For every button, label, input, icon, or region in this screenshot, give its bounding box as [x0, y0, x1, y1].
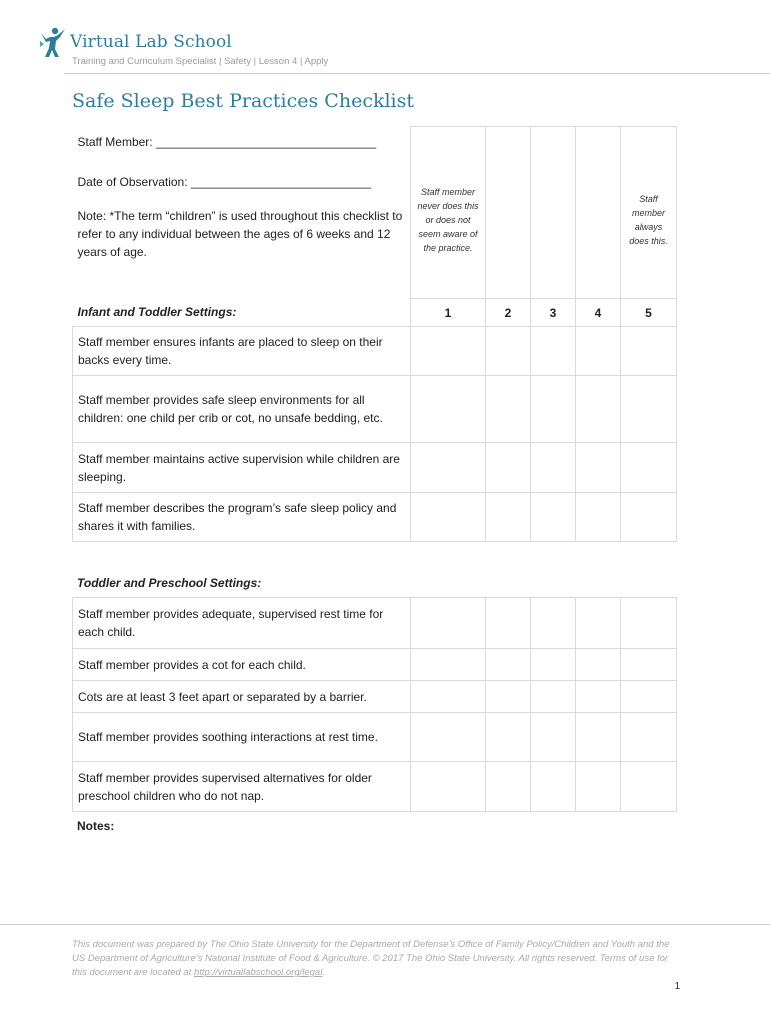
rating-cell-5[interactable]	[621, 713, 677, 762]
rating-cell-5[interactable]	[621, 327, 677, 376]
rating-cell-2[interactable]	[486, 493, 531, 542]
table-row	[73, 327, 677, 376]
rating-cell-2[interactable]	[486, 327, 531, 376]
header-divider	[64, 73, 770, 74]
staff-member-field[interactable]: Staff Member: _________________________________	[77, 134, 377, 149]
rating-cell-1[interactable]	[411, 376, 486, 443]
logo-text: Virtual Lab School	[70, 32, 232, 52]
rating-cell-5[interactable]	[621, 762, 677, 812]
footer-end: .	[322, 967, 325, 978]
page-title: Safe Sleep Best Practices Checklist	[72, 90, 415, 112]
rating-cell-3[interactable]	[531, 598, 576, 649]
footer-text	[72, 938, 682, 980]
rating-cell-2[interactable]	[486, 376, 531, 443]
rating-cell-5[interactable]	[621, 681, 677, 713]
rating-cell-5[interactable]	[621, 598, 677, 649]
section-heading-infant-toddler: Infant and Toddler Settings:	[73, 299, 411, 327]
scale-number-1: 1	[411, 299, 486, 327]
rating-cell-2[interactable]	[486, 713, 531, 762]
checklist-item-text: Staff member maintains active supervision while children are sleeping.	[73, 443, 411, 493]
table-row	[73, 713, 677, 762]
rating-cell-4[interactable]	[576, 493, 621, 542]
footer-divider	[0, 924, 770, 925]
rating-cell-5[interactable]	[621, 376, 677, 443]
rating-cell-2[interactable]	[486, 681, 531, 713]
checklist-item-text: Staff member provides safe sleep environments for all children: one child per crib or cot, no unsafe bedding, etc.	[73, 376, 411, 443]
table-row	[73, 681, 677, 713]
rating-cell-1[interactable]	[411, 762, 486, 812]
rating-cell-4[interactable]	[576, 598, 621, 649]
rating-cell-4[interactable]	[576, 713, 621, 762]
note-text: Note: *The term “children” is used throughout this checklist to refer to any individual between the ages of 6 weeks and 12 years of age.	[77, 208, 403, 259]
checklist-item-text: Staff member provides soothing interactions at rest time.	[73, 713, 411, 762]
rating-cell-5[interactable]	[621, 443, 677, 493]
table-row	[73, 762, 677, 812]
scale-low-label: Staff member never does this or does not seem aware of the practice.	[417, 186, 479, 253]
rating-cell-5[interactable]	[621, 493, 677, 542]
rating-cell-4[interactable]	[576, 376, 621, 443]
toddler-preschool-checklist-table	[72, 597, 677, 812]
logo	[38, 24, 232, 60]
table-row	[73, 598, 677, 649]
legal-link[interactable]: http://virtuallabschool.org/legal	[194, 967, 323, 978]
rating-cell-3[interactable]	[531, 713, 576, 762]
rating-cell-4[interactable]	[576, 762, 621, 812]
rating-cell-3[interactable]	[531, 762, 576, 812]
scale-number-2: 2	[486, 299, 531, 327]
table-row	[73, 493, 677, 542]
scale-cell-4	[576, 127, 621, 299]
table-row	[73, 443, 677, 493]
scale-number-3: 3	[531, 299, 576, 327]
rating-cell-2[interactable]	[486, 762, 531, 812]
rating-cell-3[interactable]	[531, 443, 576, 493]
scale-cell-3	[531, 127, 576, 299]
scale-cell-2	[486, 127, 531, 299]
checklist-item-text: Cots are at least 3 feet apart or separated by a barrier.	[73, 681, 411, 713]
infant-toddler-checklist-table	[72, 126, 677, 542]
rating-cell-4[interactable]	[576, 681, 621, 713]
rating-cell-1[interactable]	[411, 598, 486, 649]
rating-cell-2[interactable]	[486, 443, 531, 493]
rating-cell-3[interactable]	[531, 327, 576, 376]
rating-cell-3[interactable]	[531, 376, 576, 443]
rating-cell-1[interactable]	[411, 443, 486, 493]
scale-low-label-cell	[411, 127, 486, 299]
rating-cell-1[interactable]	[411, 713, 486, 762]
logo-figure-icon	[38, 25, 68, 59]
rating-cell-3[interactable]	[531, 649, 576, 681]
checklist-item-text: Staff member provides a cot for each child.	[73, 649, 411, 681]
date-of-observation-field[interactable]: Date of Observation: ___________________________	[77, 174, 372, 189]
checklist-item-text: Staff member ensures infants are placed to sleep on their backs every time.	[73, 327, 411, 376]
table-row	[73, 376, 677, 443]
page-number: 1	[674, 981, 680, 992]
rating-cell-4[interactable]	[576, 649, 621, 681]
scale-high-label: Staff member always does this.	[629, 193, 668, 246]
rating-cell-4[interactable]	[576, 327, 621, 376]
table-row	[73, 649, 677, 681]
rating-cell-1[interactable]	[411, 649, 486, 681]
rating-cell-3[interactable]	[531, 493, 576, 542]
scale-number-4: 4	[576, 299, 621, 327]
scale-high-label-cell	[621, 127, 677, 299]
checklist-item-text: Staff member provides adequate, supervised rest time for each child.	[73, 598, 411, 649]
scale-number-5: 5	[621, 299, 677, 327]
rating-cell-1[interactable]	[411, 681, 486, 713]
header-info-cell	[73, 127, 411, 299]
rating-cell-5[interactable]	[621, 649, 677, 681]
notes-label: Notes:	[77, 819, 115, 833]
rating-cell-3[interactable]	[531, 681, 576, 713]
rating-cell-2[interactable]	[486, 649, 531, 681]
rating-cell-1[interactable]	[411, 493, 486, 542]
rating-cell-4[interactable]	[576, 443, 621, 493]
checklist-item-text: Staff member provides supervised alternatives for older preschool children who do not nap.	[73, 762, 411, 812]
section-heading-toddler-preschool: Toddler and Preschool Settings:	[77, 576, 262, 590]
footer-body: This document was prepared by The Ohio State University for the Department of Defense’s Office of Family Policy/Children and Youth and the US Department of Agriculture’s National Institute of Food & Agriculture. © 2017 The Ohio State University. All rights reserved. Terms of use for this document are located at	[72, 939, 670, 978]
checklist-item-text: Staff member describes the program’s safe sleep policy and shares it with families.	[73, 493, 411, 542]
rating-cell-2[interactable]	[486, 598, 531, 649]
rating-cell-1[interactable]	[411, 327, 486, 376]
breadcrumb: Training and Curriculum Specialist | Safety | Lesson 4 | Apply	[72, 56, 329, 67]
